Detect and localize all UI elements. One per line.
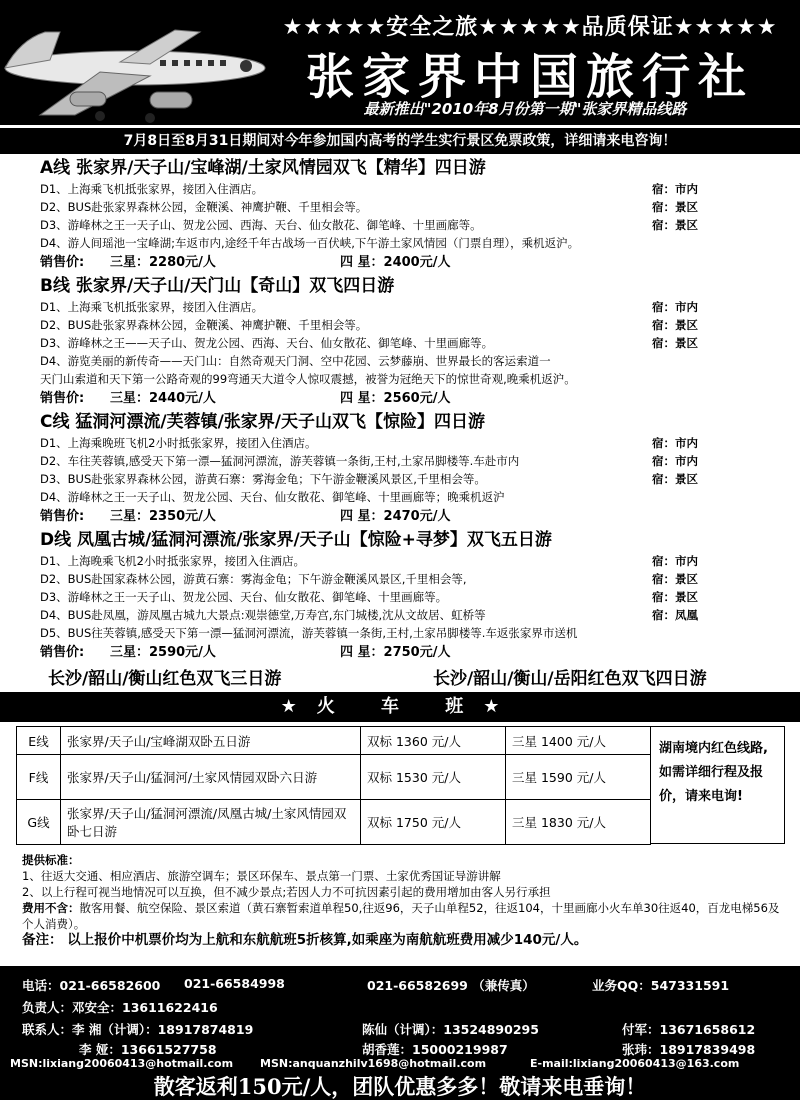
route-day: D3、游峰林之王一天子山、贺龙公园、天台、仙女散花、御笔峰、十里画廊等。 宿：景区 [40, 590, 698, 604]
route-title-c: C线 猛洞河漂流/芙蓉镇/张家界/天子山双飞【惊险】四日游 [40, 412, 486, 432]
route-day: D4、游人间瑶池一宝峰湖;车返市内,途经千年古战场一百伏峡,下午游土家风情园（门票自理），乘机返沪。 [40, 236, 580, 250]
header-banner [0, 0, 800, 125]
table-row: G线 张家界/天子山/猛洞河漂流/凤凰古城/土家风情园双卧七日游 双标 1750 元/人 三星 1830 元/人 [17, 800, 651, 845]
terms-line: 2、以上行程可视当地情况可以互换，但不减少景点;若因人力不可抗因素引起的费用增加由客人另行承担 [22, 885, 551, 899]
route-price: 销售价: 三星：2590元/人 四 星：2750元/人 [40, 645, 451, 660]
route-day: D2、BUS赴国家森林公园，游黄石寨：雾海金龟；下午游金鞭溪风景区,千里相会等, 宿：景区 [40, 572, 698, 586]
route-day: D4、游峰林之王一天子山、贺龙公园、天台、仙女散花、御笔峰、十里画廊等；晚乘机返沪 [40, 490, 505, 504]
train-table [16, 726, 651, 845]
tagline: 最新推出"2010年8月份第一期"张家界精品线路 [363, 100, 687, 118]
route-price: 销售价: 三星：2440元/人 四 星：2560元/人 [40, 391, 451, 406]
route-price: 销售价: 三星：2350元/人 四 星：2470元/人 [40, 509, 451, 524]
route-title-b: B线 张家界/天子山/天门山【奇山】双飞四日游 [40, 276, 395, 296]
route-day: D3、游峰林之王一天子山、贺龙公园、西海、天台、仙女散花、御笔峰、十里画廊等。 宿：景区 [40, 218, 698, 232]
terms-title: 提供标准： [22, 853, 80, 867]
route-title-a: A线 张家界/天子山/宝峰湖/土家风情园双飞【精华】四日游 [40, 158, 486, 178]
hunan-note: 湖南境内红色线路,如需详细行程及报价，请来电询! [651, 726, 785, 844]
route-day: D5、BUS往芙蓉镇,感受天下第一漂—猛洞河漂流，游芙蓉镇一条街,王村,土家吊脚楼等.车返张家界市送机 [40, 626, 578, 640]
terms-remark: 备注： 以上报价中机票价均为上航和东航航班5折核算,如乘座为南航航班费用减少140元/人。 [22, 932, 588, 948]
route-day: 天门山索道和天下第一公路奇观的99弯通天大道令人惊叹震撼，被誉为冠绝天下的惊世奇观,晚乘机返沪。 [40, 372, 576, 386]
terms-section [22, 852, 790, 948]
route-day: D1、上海乘飞机抵张家界，接团入住酒店。 宿：市内 [40, 300, 698, 314]
student-notice: 7月8日至8月31日期间对今年参加国内高考的学生实行景区免票政策，详细请来电咨询！ [0, 128, 800, 154]
route-day: D4、游览美丽的新传奇——天门山：自然奇观天门洞、空中花园、云梦藤崩、世界最长的客运索道一 [40, 354, 551, 368]
route-day: D1、上海乘飞机抵张家界，接团入住酒店。 宿：市内 [40, 182, 698, 196]
route-day: D3、BUS赴张家界森林公园，游黄石寨：雾海金龟；下午游金鞭溪风景区,千里相会等。 宿：景区 [40, 472, 698, 486]
table-row: F线 张家界/天子山/猛洞河/土家风情园双卧六日游 双标 1530 元/人 三星 1590 元/人 [17, 755, 651, 800]
route-title-d: D线 凤凰古城/猛洞河漂流/张家界/天子山【惊险+寻梦】双飞五日游 [40, 530, 552, 550]
route-day: D3、游峰林之王——天子山、贺龙公园、西海、天台、仙女散花、御笔峰、十里画廊等。 宿：景区 [40, 336, 698, 350]
train-section-header: ★火 车 班★ [0, 692, 800, 722]
agency-name: 张家界中国旅行社 [305, 49, 754, 105]
route-day: D2、车往芙蓉镇,感受天下第一漂—猛洞河漂流，游芙蓉镇一条街,王村,土家吊脚楼等.车赴市内 宿：市内 [40, 454, 698, 468]
route-day: D1、上海乘晚班飞机2小时抵张家界，接团入住酒店。 宿：市内 [40, 436, 698, 450]
hunan-route-left: 长沙/韶山/衡山红色双飞三日游 [48, 669, 282, 689]
final-slogan: 散客返利150元/人，团队优惠多多！敬请来电垂询！ [153, 1074, 647, 1099]
terms-exclusions: 费用不含：散客用餐、航空保险、景区索道（黄石寨暂索道单程50,往返96，天子山单程52，往返104，十里画廊小火车单30往返40，百龙电梯56及个人消费）。 [22, 901, 780, 931]
route-day: D2、BUS赴张家界森林公园，金鞭溪、神鹰护鞭、千里相会等。 宿：景区 [40, 200, 698, 214]
airplane-image [0, 10, 270, 125]
route-day: D4、BUS赴凤凰，游凤凰古城九大景点:观崇德堂,万寿宫,东门城楼,沈从文故居、虹桥等 宿：凤凰 [40, 608, 698, 622]
contact-footer: 电话：021-66582600 021-66584998 021-66582699 （兼传真） 业务QQ：547331591 负责人：邓安全：13611622416 联系人：李 湘（计调）：18917874819 陈仙（计调）：13524890295 付军：13671658612 李 娅：13661527758 胡香莲：15000219987 张玮：18917839498 MSN:lixiang20060413@hotmail.com MSN:anquanzhilv1698@hotmail.com E-mail:lixiang20060413@163.com 散客返利150元/人，团队优惠多多！敬请来电垂询！ [0, 966, 800, 1100]
terms-line: 1、往返大交通、相应酒店、旅游空调车；景区环保车、景点第一门票、土家优秀国证导游讲解 [22, 869, 501, 883]
routes-list [40, 156, 780, 664]
table-row: E线 张家界/天子山/宝峰湖双卧五日游 双标 1360 元/人 三星 1400 元/人 [17, 727, 651, 755]
route-day: D2、BUS赴张家界森林公园，金鞭溪、神鹰护鞭、千里相会等。 宿：景区 [40, 318, 698, 332]
route-day: D1、上海晚乘飞机2小时抵张家界，接团入住酒店。 宿：市内 [40, 554, 698, 568]
slogan: ★★★★★安全之旅★★★★★品质保证★★★★★ [282, 15, 778, 40]
hunan-route-right: 长沙/韶山/衡山/岳阳红色双飞四日游 [433, 669, 707, 689]
route-price: 销售价: 三星：2280元/人 四 星：2400元/人 [40, 255, 451, 270]
